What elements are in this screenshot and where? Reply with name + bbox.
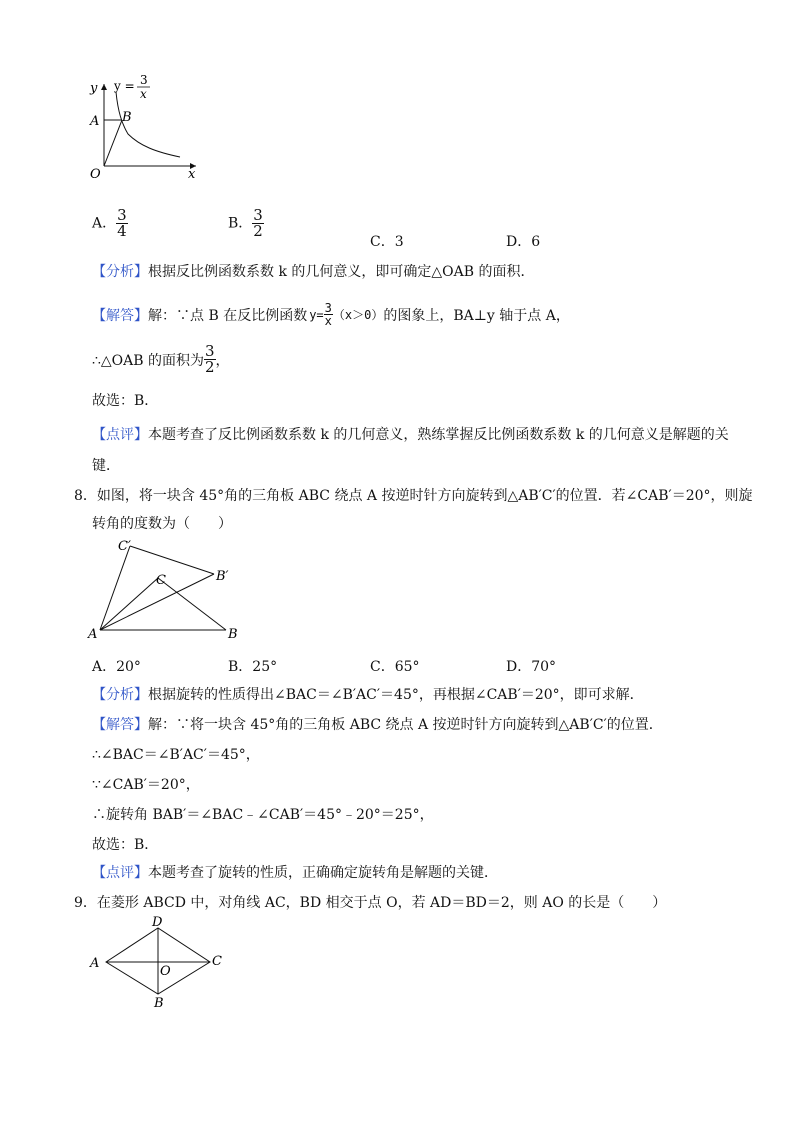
equation-numerator: 3 [140, 73, 148, 87]
point-c-label: C [156, 573, 166, 588]
q7-solution: 【解答】 解：∵点 B 在反比例函数 y= $\frac{3}{x}$ （x＞0） 的图象上，BA⊥y 轴于点 A， [92, 301, 570, 328]
q8-option-a: A．20° [92, 659, 141, 675]
option-d: D．6 [506, 234, 541, 250]
rhombus-figure [84, 914, 234, 1010]
q8-solution: 【解答】解：∵将一块含 45°角的三角板 ABC 绕点 A 按逆时针方向旋转到△AB′C′的位置． [92, 717, 663, 733]
q8-stem: 8．如图，将一块含 45°角的三角板 ABC 绕点 A 按逆时针方向旋转到△AB′C′的位置．若∠CAB′＝20°，则旋 [74, 488, 753, 504]
point-b-prime-label: B′ [216, 569, 229, 584]
equation-lhs: y = [114, 79, 135, 93]
q8-option-d: D．70° [506, 659, 557, 675]
q8-stem-line2: 转角的度数为（ ） [92, 516, 232, 532]
equation-denominator: x [140, 87, 147, 101]
y-axis-label: y [90, 81, 98, 96]
option-c: C．3 [370, 234, 404, 250]
q8-step1: ∴∠BAC＝∠B′AC′＝45°， [92, 747, 260, 763]
q7-comment-line2: 键． [92, 458, 120, 474]
inverse-function-graph [84, 72, 204, 184]
origin-label: O [90, 167, 101, 182]
point-c-label: C [212, 954, 222, 969]
point-c-prime-label: C′ [118, 539, 131, 554]
point-b-label: B [122, 110, 132, 125]
point-a-label: A [90, 956, 100, 971]
q7-analysis: 【分析】根据反比例函数系数 k 的几何意义，即可确定△OAB 的面积． [92, 264, 535, 280]
point-d-label: D [152, 915, 163, 930]
x-axis-label: x [188, 167, 196, 182]
q8-analysis: 【分析】根据旋转的性质得出∠BAC＝∠B′AC′＝45°，再根据∠CAB′＝20°，即可求解． [92, 687, 644, 703]
q9-stem: 9．在菱形 ABCD 中，对角线 AC，BD 相交于点 O，若 AD＝BD＝2，则 AO 的长是（ ） [74, 895, 667, 911]
segment-ac [100, 578, 158, 630]
q8-comment: 【点评】本题考查了旋转的性质，正确确定旋转角是解题的关键． [92, 865, 498, 881]
q7-therefore: ∴△OAB 的面积为 $\frac{3}{2}$ ， [92, 342, 230, 376]
point-o-label: O [160, 964, 171, 979]
rotation-triangle-figure [84, 536, 254, 642]
q8-step3: ∴旋转角 BAB′＝∠BAC﹣∠CAB′＝45°﹣20°＝25°， [92, 807, 434, 823]
q8-option-b: B．25° [228, 659, 278, 675]
q8-choice: 故选：B． [92, 837, 159, 853]
segment-c-prime-b-prime [130, 546, 214, 574]
analysis-tag: 【分析】 [92, 264, 148, 280]
segment-cb [158, 578, 226, 630]
point-b-label: B [154, 996, 164, 1010]
q7-comment: 【点评】本题考查了反比例函数系数 k 的几何意义，熟练掌握反比例函数系数 k 的几何意义是解题的关 [92, 427, 729, 443]
segment-ob [104, 120, 122, 166]
option-b: B． $\frac{3}{2}$ [228, 206, 263, 240]
q8-step2: ∵∠CAB′＝20°， [92, 777, 200, 793]
point-b-label: B [228, 627, 238, 642]
q7-choice: 故选：B． [92, 393, 159, 409]
option-a: A． $\frac{3}{4}$ [92, 206, 127, 240]
point-a-label: A [88, 627, 98, 642]
q8-option-c: C．65° [370, 659, 420, 675]
point-a-label: A [90, 114, 100, 129]
